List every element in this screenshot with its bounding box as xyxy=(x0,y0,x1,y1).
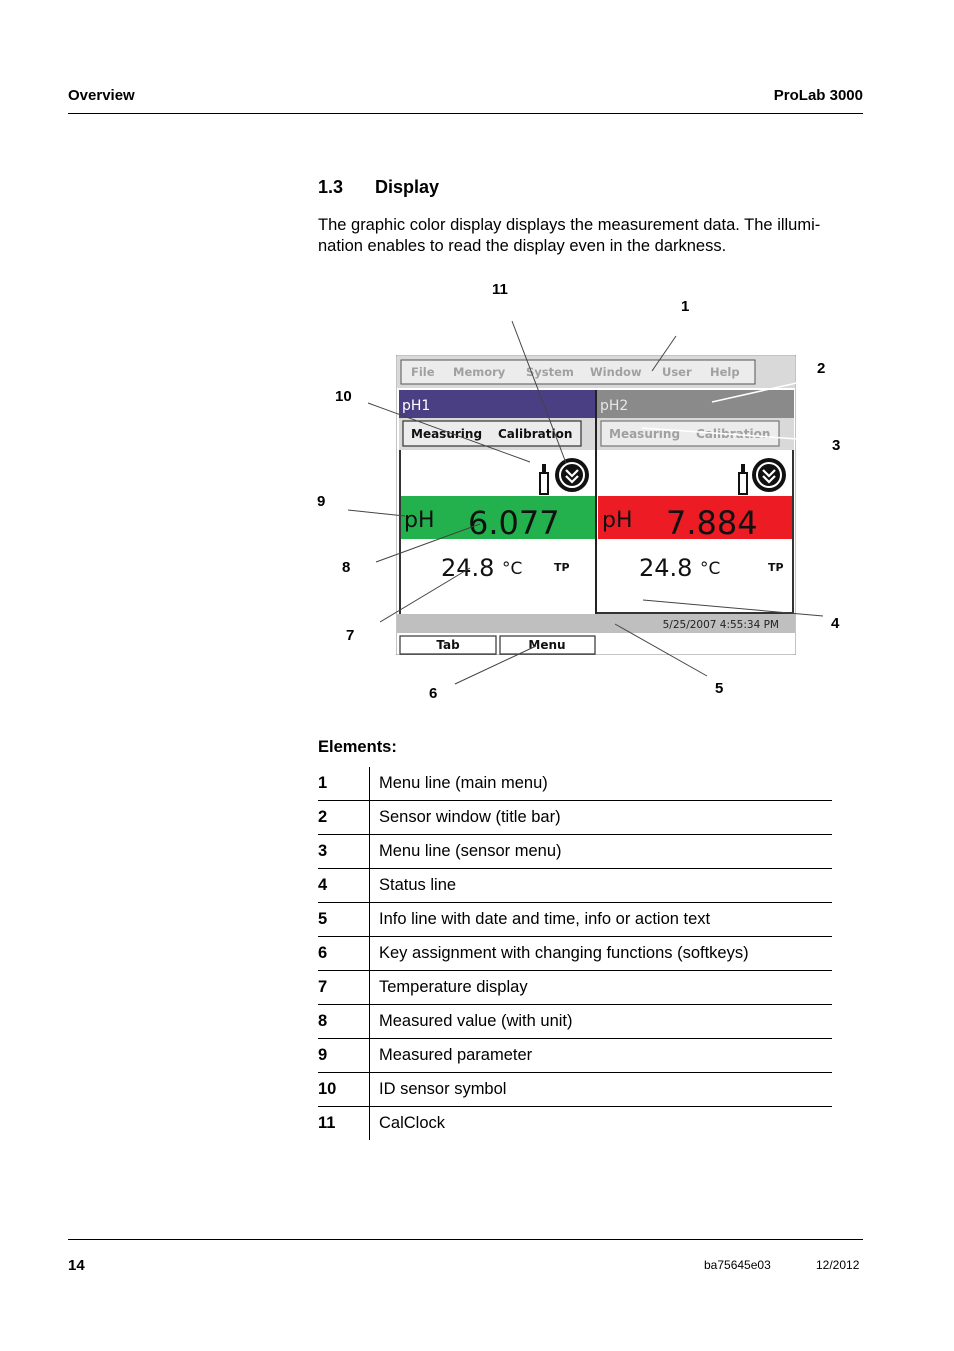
element-text: Measured value (with unit) xyxy=(370,1005,833,1039)
callout-4: 4 xyxy=(831,615,840,632)
footer-date: 12/2012 xyxy=(816,1258,860,1272)
header-right: ProLab 3000 xyxy=(773,87,863,104)
sensor2-mode: TP xyxy=(768,561,784,574)
element-text: Status line xyxy=(370,869,833,903)
sensor1-value: 6.077 xyxy=(468,504,560,542)
table-row xyxy=(318,1107,832,1141)
sensor2-temp-unit: °C xyxy=(700,559,721,579)
sensor1-temperature: 24.8 xyxy=(441,554,495,582)
intro-line-1: The graphic color display displays the measurement data. The illumi- xyxy=(318,216,821,234)
element-text: Menu line (main menu) xyxy=(379,774,548,792)
sensor1-temp-unit: °C xyxy=(502,559,523,579)
element-text: Menu line (sensor menu) xyxy=(370,835,833,869)
element-text: Key assignment with changing functions (softkeys) xyxy=(370,937,833,971)
main-menu-memory[interactable]: Memory xyxy=(453,365,506,379)
leader-1 xyxy=(652,336,676,371)
info-datetime: 5/25/2007 4:55:34 PM xyxy=(662,619,779,631)
table-row xyxy=(318,1005,832,1039)
table-row xyxy=(318,903,832,937)
element-num: 3 xyxy=(318,835,370,869)
element-num: 8 xyxy=(318,1005,370,1039)
main-menu-help[interactable]: Help xyxy=(710,365,740,379)
sensor1-title: pH1 xyxy=(402,398,431,414)
callout-6: 6 xyxy=(429,685,438,702)
callout-9: 9 xyxy=(317,493,326,510)
leader-7 xyxy=(380,568,470,622)
sensor2-temperature: 24.8 xyxy=(639,554,693,582)
softkey-tab-label: Tab xyxy=(436,638,460,652)
sensor2-menu-measuring[interactable]: Measuring xyxy=(609,427,681,441)
table-row xyxy=(318,869,832,903)
callout-1: 1 xyxy=(681,298,690,315)
element-num: 1 xyxy=(318,767,370,801)
section-number: 1.3 xyxy=(318,177,344,197)
callout-11: 11 xyxy=(492,281,508,298)
header-left: Overview xyxy=(68,87,135,104)
element-text: ID sensor symbol xyxy=(370,1073,833,1107)
element-text: Sensor window (title bar) xyxy=(370,801,833,835)
leader-2 xyxy=(712,380,810,402)
element-num: 5 xyxy=(318,903,370,937)
main-menu-user[interactable]: User xyxy=(662,365,692,379)
element-num: 9 xyxy=(318,1039,370,1073)
callout-2: 2 xyxy=(817,360,826,377)
element-num: 10 xyxy=(318,1073,370,1107)
sensor2-title: pH2 xyxy=(600,398,629,414)
table-row xyxy=(318,801,832,835)
leader-11 xyxy=(512,321,566,463)
element-text: CalClock xyxy=(370,1107,833,1141)
leader-4 xyxy=(643,600,823,616)
elements-table xyxy=(318,767,832,1140)
table-row xyxy=(318,937,832,971)
callout-3: 3 xyxy=(832,437,841,454)
sensor1-menu-measuring[interactable]: Measuring xyxy=(411,427,483,441)
element-num: 4 xyxy=(318,869,370,903)
section-title: Display xyxy=(375,177,440,197)
element-num: 2 xyxy=(318,801,370,835)
element-num: 7 xyxy=(318,971,370,1005)
main-menu-file[interactable]: File xyxy=(411,365,435,379)
leader-9 xyxy=(348,510,405,516)
element-text: Info line with date and time, info or action text xyxy=(370,903,833,937)
sensor2-value: 7.884 xyxy=(666,504,758,542)
element-num: 11 xyxy=(318,1107,370,1141)
sensor1-menu-calibration[interactable]: Calibration xyxy=(498,427,573,441)
element-num: 6 xyxy=(318,937,370,971)
sensor1-mode: TP xyxy=(554,561,570,574)
table-row xyxy=(318,835,832,869)
leader-5 xyxy=(615,624,707,676)
main-menu-window[interactable]: Window xyxy=(590,365,642,379)
element-text: Measured parameter xyxy=(370,1039,833,1073)
callout-5: 5 xyxy=(715,680,724,697)
table-row xyxy=(318,1073,832,1107)
leader-10 xyxy=(368,403,530,462)
footer-doc-id: ba75645e03 xyxy=(704,1258,771,1272)
callout-8: 8 xyxy=(342,559,351,576)
page-number: 14 xyxy=(68,1257,85,1274)
callout-7: 7 xyxy=(346,627,355,644)
sensor2-parameter: pH xyxy=(602,508,633,533)
element-text: Temperature display xyxy=(370,971,833,1005)
leader-8 xyxy=(376,524,480,562)
callout-10: 10 xyxy=(335,388,352,405)
footer-rule xyxy=(68,1239,863,1240)
leader-6 xyxy=(455,646,536,684)
sensor1-parameter: pH xyxy=(404,508,435,533)
table-row xyxy=(318,1039,832,1073)
softkey-menu-label: Menu xyxy=(528,638,566,652)
sensor2-menu-calibration[interactable]: Calibration xyxy=(696,427,771,441)
table-row xyxy=(318,971,832,1005)
leader-3 xyxy=(642,428,826,441)
intro-line-2: nation enables to read the display even in the darkness. xyxy=(318,237,727,255)
elements-title: Elements: xyxy=(318,738,397,756)
table-row xyxy=(318,767,832,801)
main-menu-system[interactable]: System xyxy=(526,365,574,379)
